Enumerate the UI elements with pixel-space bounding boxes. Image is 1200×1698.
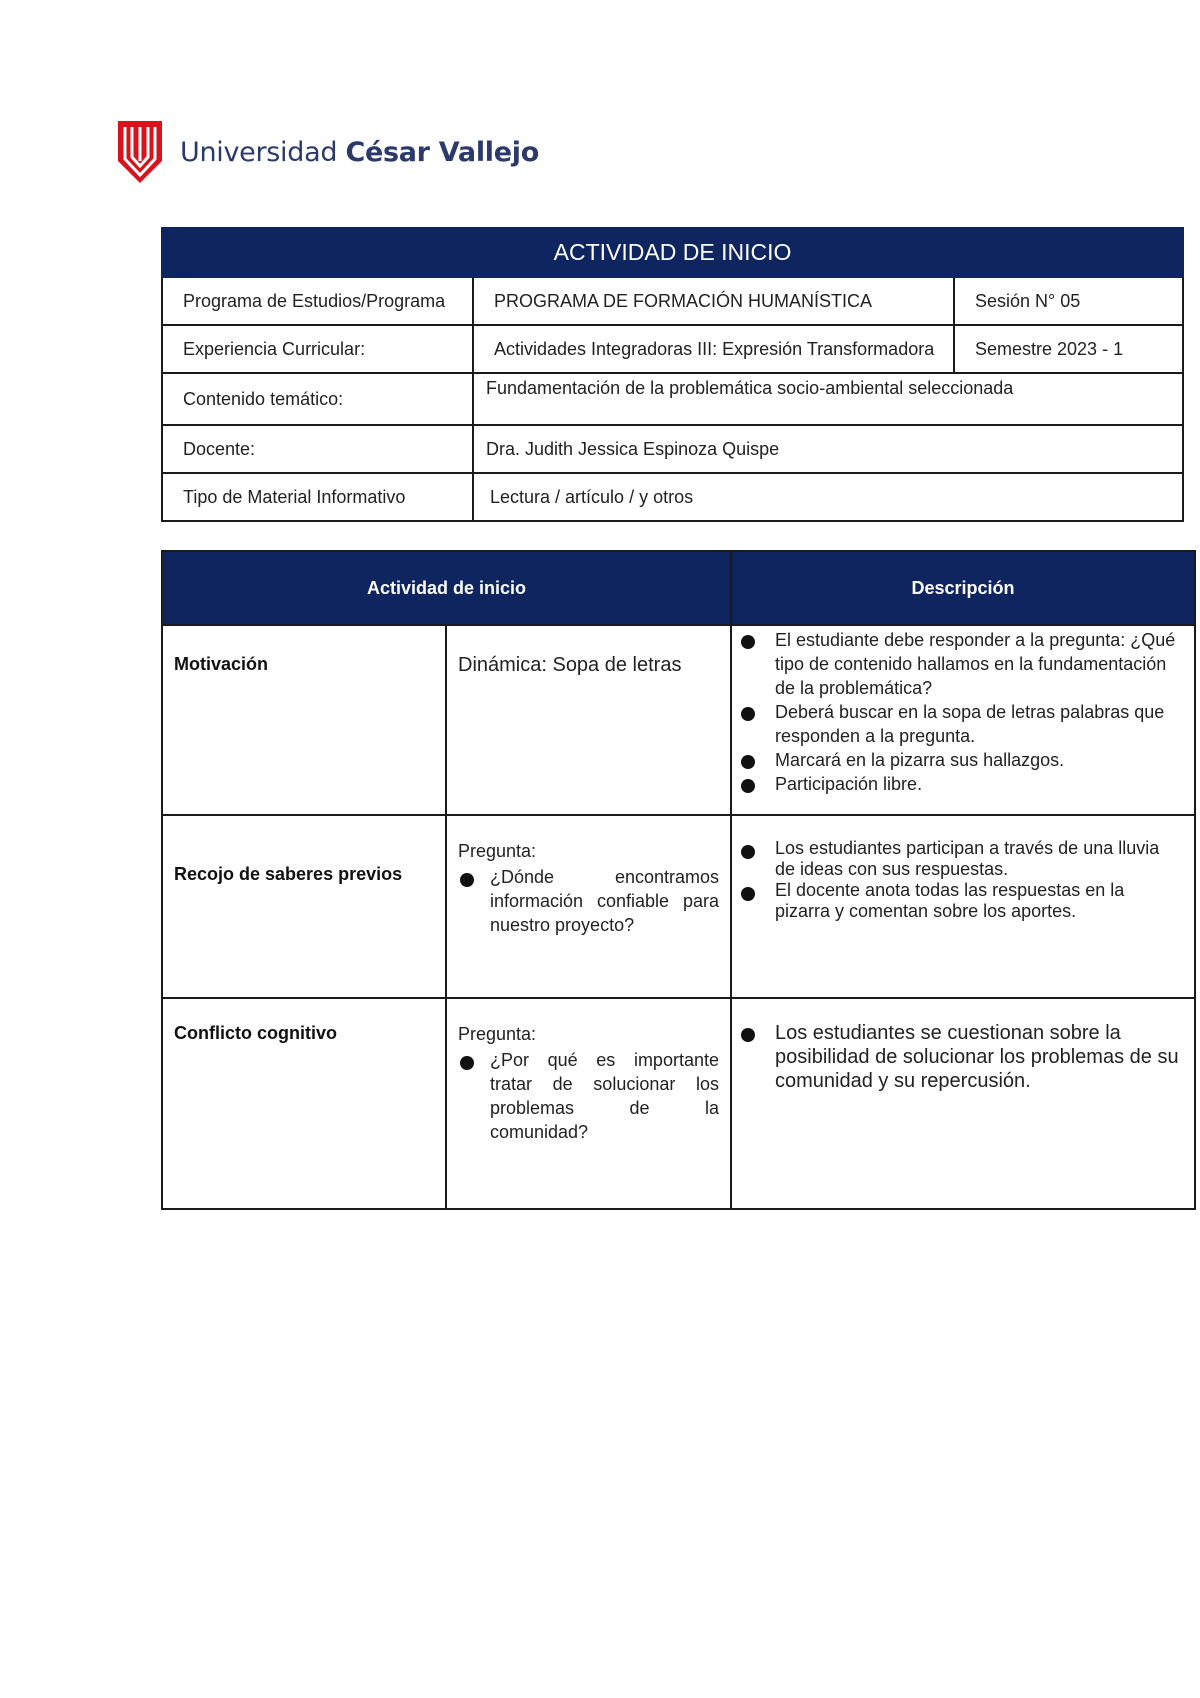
info-row-experiencia [162,325,1183,373]
info-title: ACTIVIDAD DE INICIO [162,228,1183,277]
bullet-icon [460,873,474,887]
header-activity: Actividad de inicio [162,551,731,625]
session-info-table [161,227,1184,522]
question-item: ¿Dónde encontramos información confiable para nuestro proyecto? [448,865,729,937]
bullet-icon [741,635,755,649]
info-value: Fundamentación de la problemática socio-ambiental seleccionada [473,373,1183,425]
header-description: Descripción [731,551,1195,625]
description-list [733,838,1193,922]
list-item: Los estudiantes se cuestionan sobre la posibilidad de solucionar los problemas de su comunidad y su repercusión. [733,1021,1193,1093]
activity-row-motivacion [162,625,1195,815]
info-row-contenido [162,373,1183,425]
bullet-icon [741,845,755,859]
info-value: Dra. Judith Jessica Espinoza Quispe [473,425,1183,473]
info-label: Tipo de Material Informativo [162,473,473,521]
activity-name: Motivación [174,654,269,674]
semester: Semestre 2023 - 1 [954,325,1183,373]
question-item: ¿Por qué es importante tratar de solucionar los problemas de la comunidad? [448,1048,729,1144]
bullet-icon [741,755,755,769]
activity-row-saberes-previos [162,815,1195,998]
info-row-programa [162,277,1183,325]
info-value: PROGRAMA DE FORMACIÓN HUMANÍSTICA [473,277,954,325]
university-shield-icon [118,121,162,183]
list-item: Los estudiantes participan a través de una lluvia de ideas con sus respuestas. [733,838,1193,880]
activity-row-conflicto-cognitivo [162,998,1195,1209]
bullet-icon [460,1056,474,1070]
activity-name: Recojo de saberes previos [174,864,403,884]
list-item: Marcará en la pizarra sus hallazgos. [733,748,1193,772]
description-list [733,628,1193,796]
list-item: El docente anota todas las respuestas en la pizarra y comentan sobre los aportes. [733,880,1193,922]
info-label: Contenido temático: [162,373,473,425]
info-label: Experiencia Curricular: [162,325,473,373]
activity-content: Dinámica: Sopa de letras [458,654,682,676]
university-logo [118,120,539,184]
bullet-icon [741,1028,755,1042]
list-item: Deberá buscar en la sopa de letras palabras que responden a la pregunta. [733,700,1193,748]
bullet-icon [741,887,755,901]
info-label: Docente: [162,425,473,473]
list-item: El estudiante debe responder a la pregunta: ¿Qué tipo de contenido hallamos en la fundamentación de la problemática? [733,628,1193,700]
info-value: Lectura / artículo / y otros [473,473,1183,521]
session-number: Sesión N° 05 [954,277,1183,325]
bullet-icon [741,779,755,793]
info-row-docente [162,425,1183,473]
activity-name: Conflicto cognitivo [174,1023,337,1043]
question-list [448,865,729,937]
list-item: Participación libre. [733,772,1193,796]
bullet-icon [741,707,755,721]
description-list [733,1021,1193,1093]
question-label: Pregunta: [458,1024,537,1044]
info-label: Programa de Estudios/Programa [162,277,473,325]
activity-table [161,550,1196,1210]
university-name: Universidad César Vallejo [180,136,539,168]
info-row-material [162,473,1183,521]
question-label: Pregunta: [458,841,537,861]
info-value: Actividades Integradoras III: Expresión Transformadora [473,325,954,373]
question-list [448,1048,729,1144]
